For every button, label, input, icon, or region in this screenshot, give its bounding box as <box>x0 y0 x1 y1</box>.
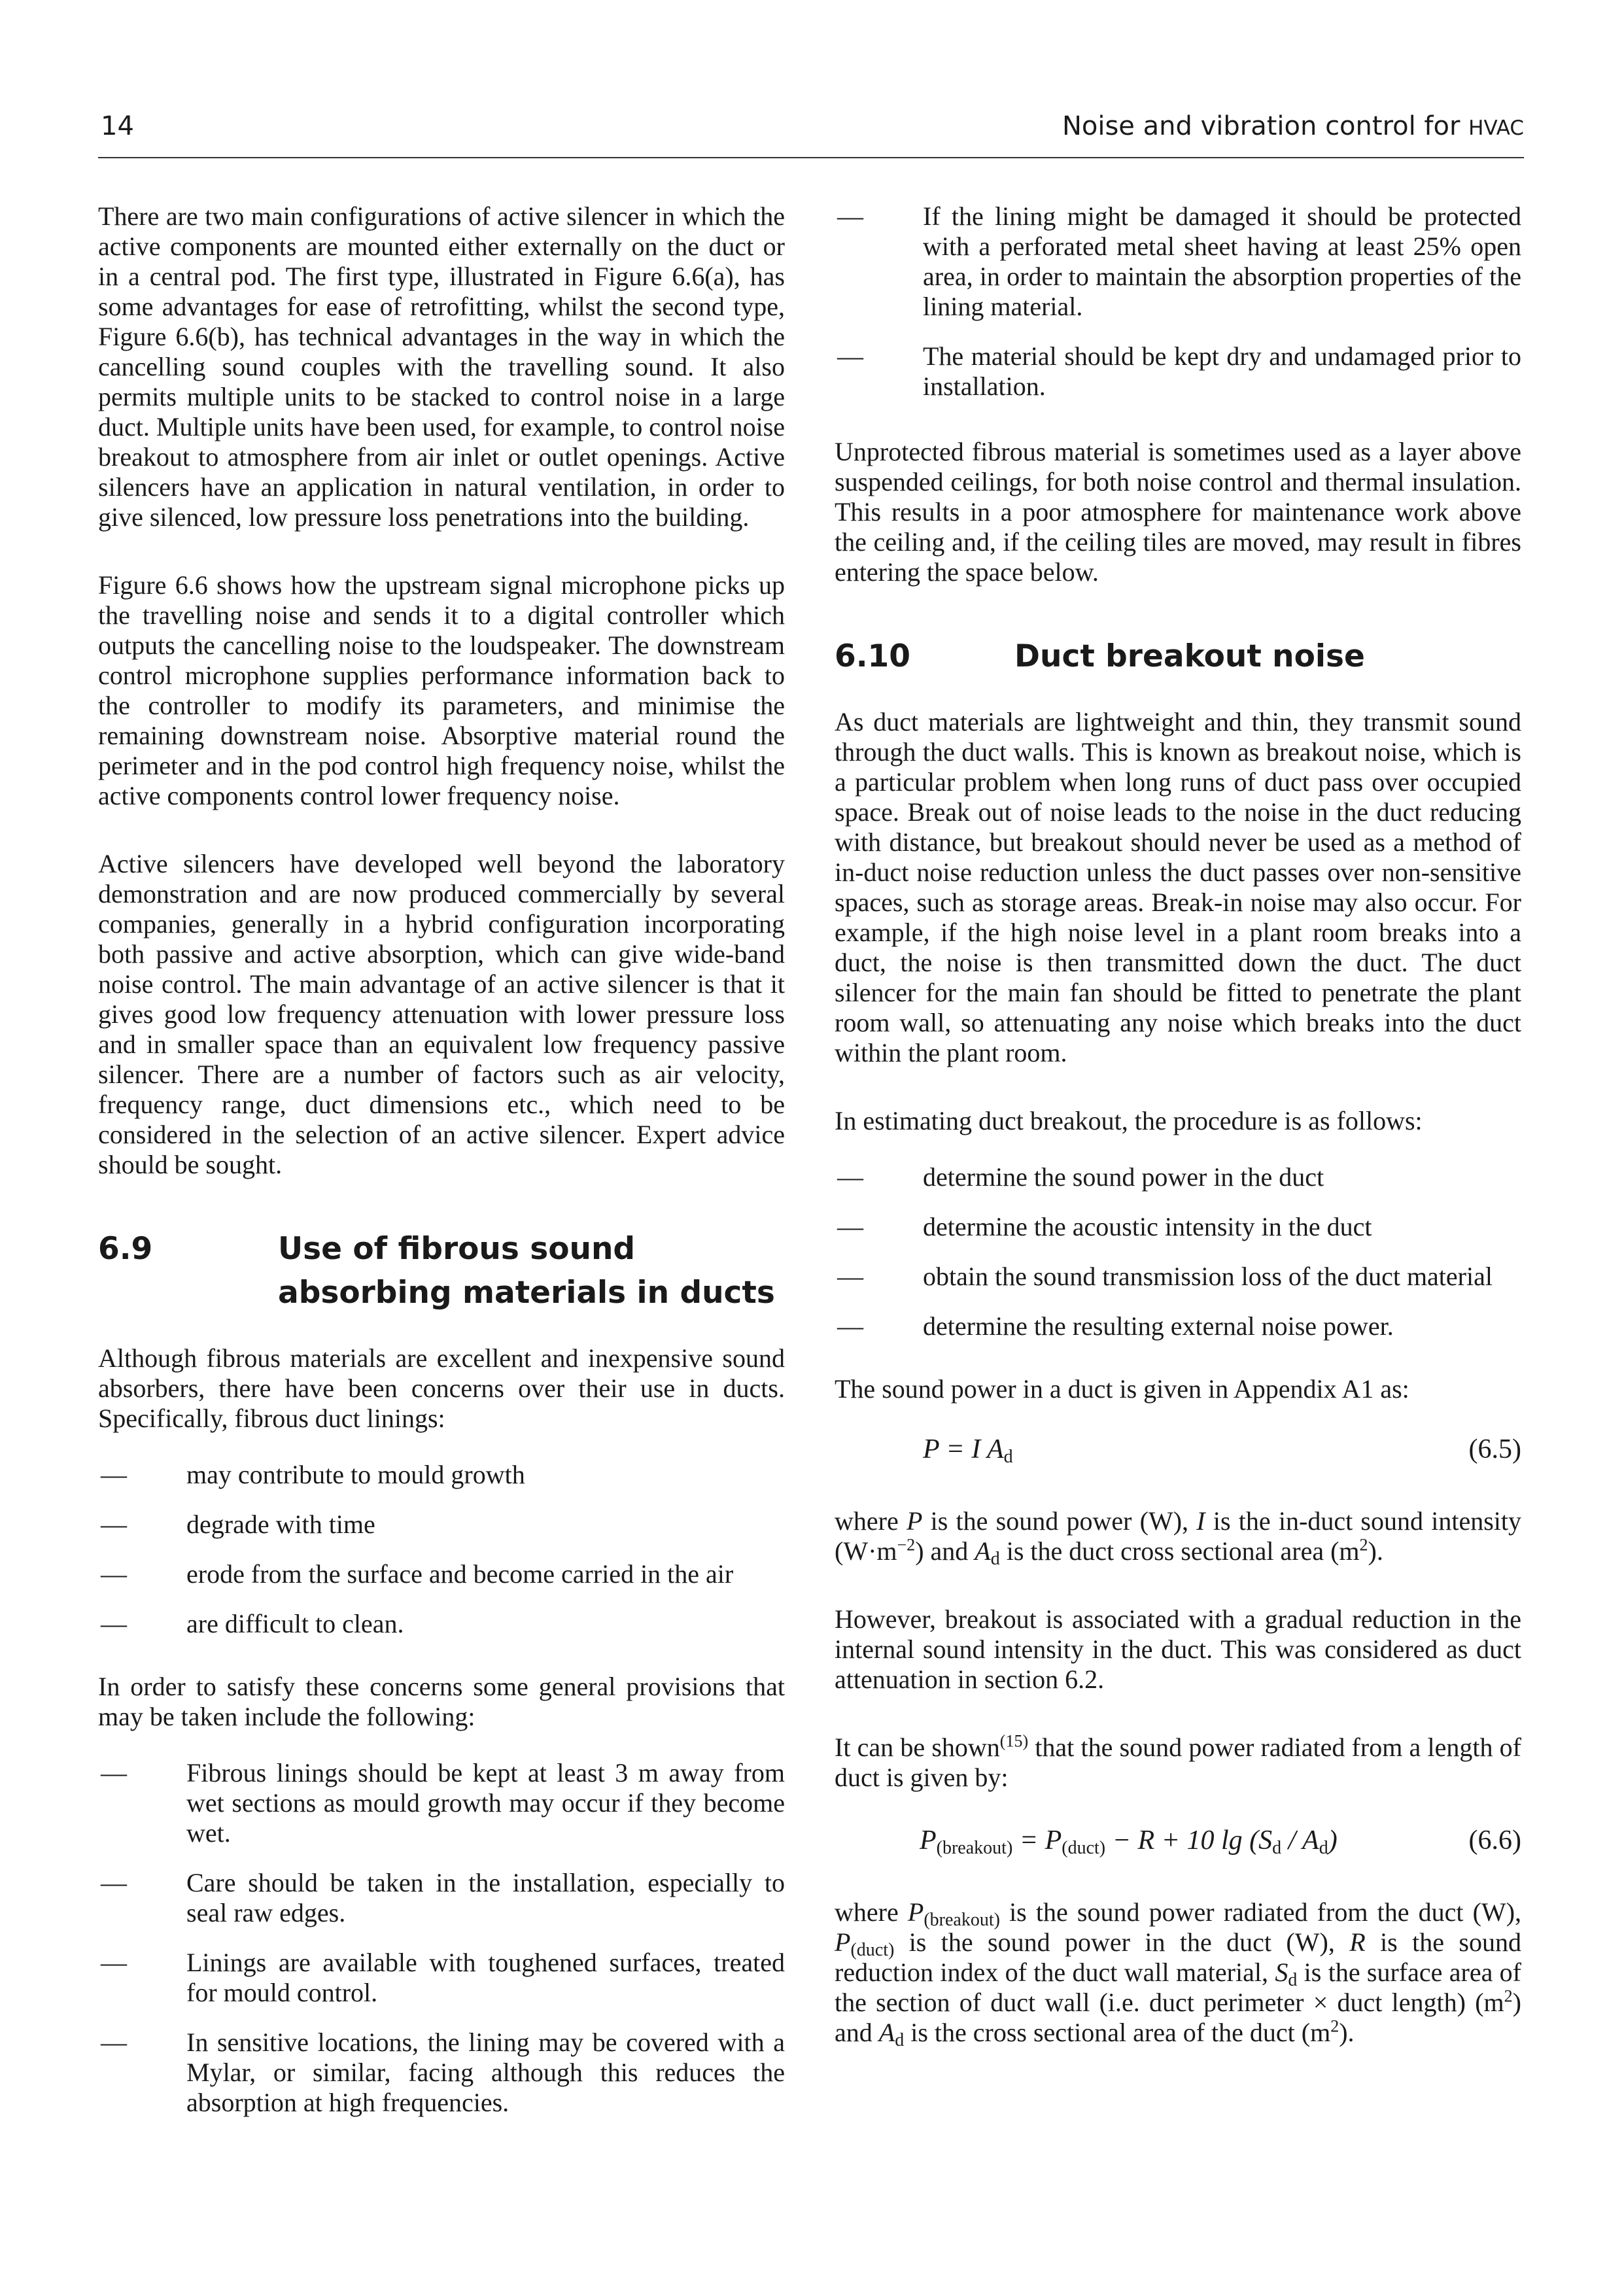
dash-bullet: — <box>101 1559 127 1589</box>
paragraph: where $P_{(breakout)}$ is the sound power radiated from the duct (W), $P_{(duct)}$ is the sound power in the duct (W), R is the sound reduction index of the duct wall material, $S_d$ is the surface area of the section of duct wall (i.e. duct perimeter × duct length) $(m^2)$ and $A_d$ is the cross sectional area of the duct $(m^2)$. <box>835 1897 1522 2050</box>
reference-marker: (15) <box>999 1731 1029 1751</box>
equation-number: (6.5) <box>1468 1434 1521 1464</box>
section-number: 6.10 <box>835 638 910 674</box>
paragraph: In estimating duct breakout, the procedure is as follows: <box>835 1106 1423 1135</box>
page-header <box>98 111 1524 158</box>
list-item: — determine the resulting external noise power. <box>835 1311 1521 1341</box>
paragraph: where P is the sound power (W), I is the in-duct sound intensity $(W\cdot m^{-2})$ and $A_d$ is the duct cross sectional area $(m^2)$. <box>835 1506 1522 1569</box>
paragraph: Unprotected fibrous material is sometimes used as a layer above suspended ceilings, for both noise control and thermal insulation. This results in a poor atmosphere for maintenance work above the ceiling and, if the ceiling tiles are moved, may result in fibres entering the space below. <box>835 437 1521 587</box>
dash-bullet: — <box>101 1460 127 1489</box>
dash-bullet: — <box>101 1758 127 1787</box>
list-item: — Care should be taken in the installation, especially to seal raw edges. <box>98 1868 785 1928</box>
running-title-acronym: HVAC <box>1468 116 1524 140</box>
dash-bullet: — <box>837 1162 863 1192</box>
section-heading-6-9 <box>98 1227 785 1315</box>
section-number: 6.9 <box>98 1231 153 1267</box>
section-heading-6-10 <box>835 634 1521 678</box>
dash-bullet: — <box>837 1262 863 1291</box>
list-item: — The material should be kept dry and undamaged prior to installation. <box>835 341 1521 402</box>
list-item: — obtain the sound transmission loss of the duct material <box>835 1262 1521 1292</box>
paragraph: However, breakout is associated with a gradual reduction in the internal sound intensity in the duct. This was considered as duct attenuation in section 6.2. <box>835 1604 1521 1694</box>
paragraph: As duct materials are lightweight and thin, they transmit sound through the duct walls. This is known as breakout noise, which is a particular problem when long runs of duct pass over occupied space. Break out of noise leads to the noise in the duct reducing with distance, but breakout should never be used as a method of in-duct noise reduction unless the duct passes over non-sensitive spaces, such as storage areas. Break-in noise may also occur. For example, if the high noise level in a plant room breaks into a duct, the noise is then transmitted down the duct. The duct silencer for the main fan should be fitted to penetrate the plant room wall, so attenuating any noise which breaks into the duct within the plant room. <box>835 707 1521 1067</box>
section-title: Use of fibrous sound absorbing materials in ducts <box>278 1231 775 1311</box>
list-item: — If the lining might be damaged it should be protected with a perforated metal sheet having at least 25% open area, in order to maintain the absorption properties of the lining material. <box>835 201 1521 322</box>
paragraph: Figure 6.6 shows how the upstream signal microphone picks up the travelling noise and sends it to a digital controller which outputs the cancelling noise to the loudspeaker. The downstream control microphone supplies performance information back to the controller to modify its parameters, and minimise the remaining downstream noise. Absorptive material round the perimeter and in the pod control high frequency noise, whilst the active components control lower frequency noise. <box>98 570 785 810</box>
list-item: — Fibrous linings should be kept at least 3 m away from wet sections as mould growth may occur if they become wet. <box>98 1758 785 1848</box>
list-item: — erode from the surface and become carried in the air <box>98 1559 785 1589</box>
list-item: — determine the acoustic intensity in the duct <box>835 1212 1521 1242</box>
running-title <box>1062 111 1524 141</box>
dash-bullet: — <box>837 1311 863 1341</box>
dash-bullet: — <box>837 201 863 231</box>
procedure-list <box>835 1162 1521 1341</box>
list-item: — are difficult to clean. <box>98 1609 785 1639</box>
equation-6-5: P = I $A_d$ (6.5) <box>835 1430 1521 1468</box>
paragraph: Although fibrous materials are excellent and inexpensive sound absorbers, there have been concerns over their use in ducts. Specifically, fibrous duct linings: <box>98 1343 785 1433</box>
paragraph: There are two main configurations of active silencer in which the active components are mounted either externally on the duct or in a central pod. The first type, illustrated in Figure 6.6(a), has some advantages for ease of retrofitting, whilst the second type, Figure 6.6(b), has technical advantages in the way in which the cancelling sound couples with the travelling sound. It also permits multiple units to be stacked to control noise in a large duct. Multiple units have been used, for example, to control noise breakout to atmosphere from air inlet or outlet openings. Active silencers have an application in natural ventilation, in order to give silenced, low pressure loss penetrations into the building. <box>98 201 785 532</box>
dash-bullet: — <box>837 1212 863 1241</box>
dash-bullet: — <box>101 1948 127 1977</box>
list-item: — may contribute to mould growth <box>98 1460 785 1490</box>
paragraph: It can be shown$^{(15)}$ that the sound power radiated from a length of duct is given by: <box>835 1731 1521 1792</box>
section-title: Duct breakout noise <box>1014 638 1365 674</box>
list-item: — degrade with time <box>98 1510 785 1540</box>
equation-number: (6.6) <box>1468 1825 1521 1855</box>
provisions-list <box>98 1758 785 2118</box>
dash-bullet: — <box>101 1868 127 1897</box>
dash-bullet: — <box>837 341 863 371</box>
list-item: — In sensitive locations, the lining may be covered with a Mylar, or similar, facing although this reduces the absorption at high frequencies. <box>98 2028 785 2118</box>
concerns-list <box>98 1460 785 1639</box>
dash-bullet: — <box>101 1510 127 1539</box>
dash-bullet: — <box>101 1609 127 1638</box>
paragraph: The sound power in a duct is given in Appendix A1 as: <box>835 1374 1409 1404</box>
paragraph: In order to satisfy these concerns some general provisions that may be taken include the following: <box>98 1672 785 1731</box>
running-title-main: Noise and vibration control for <box>1062 111 1469 141</box>
right-column <box>835 201 1521 2048</box>
page-number: 14 <box>101 111 134 141</box>
dash-bullet: — <box>101 2028 127 2057</box>
paragraph: Active silencers have developed well beyond the laboratory demonstration and are now produced commercially by several companies, generally in a hybrid configuration incorporating both passive and active absorption, which can give wide-band noise control. The main advantage of an active silencer is that it gives good low frequency attenuation with lower pressure loss and in smaller space than an equivalent low frequency passive silencer. There are a number of factors such as air velocity, frequency range, duct dimensions etc., which need to be considered in the selection of an active silencer. Expert advice should be sought. <box>98 849 785 1179</box>
list-item: — determine the sound power in the duct <box>835 1162 1521 1192</box>
equation-6-6: $P_{(breakout)} = P_{(duct)} - R + 10$ $\lg (S_d / A_d)$ (6.6) <box>835 1821 1521 1859</box>
list-item: — Linings are available with toughened surfaces, treated for mould control. <box>98 1948 785 2008</box>
left-column <box>98 201 785 2156</box>
provisions-list-continued <box>835 201 1521 402</box>
